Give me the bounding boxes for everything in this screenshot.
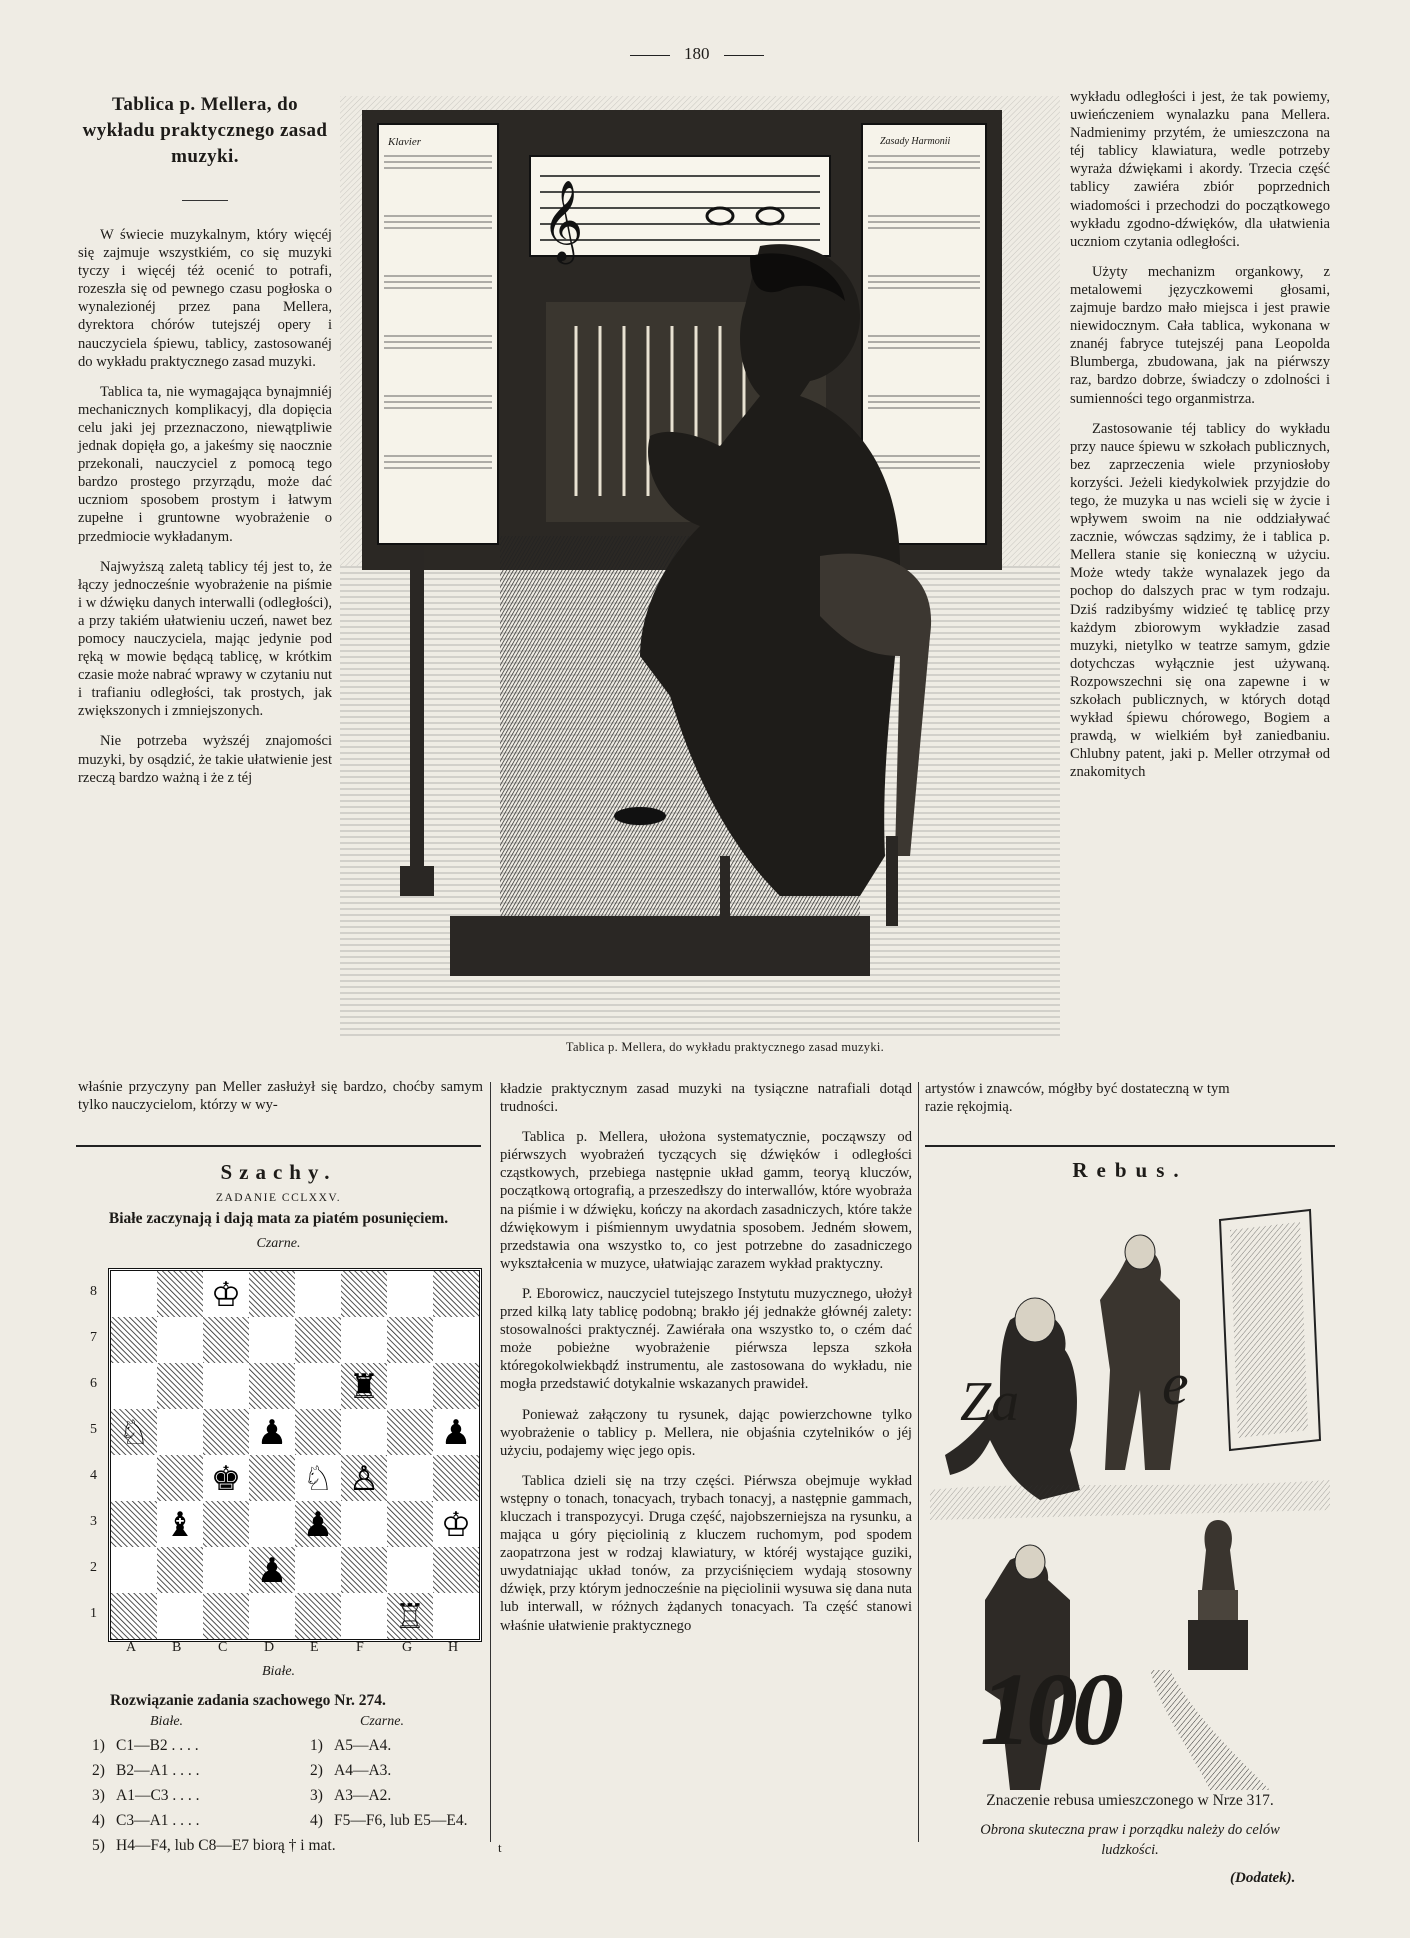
chess-square <box>249 1271 295 1317</box>
move-row <box>92 1761 488 1786</box>
move-row <box>92 1836 488 1861</box>
rank-label: 6 <box>90 1376 97 1391</box>
move-number: 4) <box>92 1812 105 1829</box>
black-rook-piece-f6: ♜ <box>348 1367 380 1407</box>
solution-col-white: Białe. <box>150 1714 184 1729</box>
move-white: C3—A1 . . . . <box>116 1812 200 1829</box>
chess-white-label: Białe. <box>262 1664 296 1679</box>
chess-solution-heading: Rozwiązanie zadania szachowego Nr. 274. <box>110 1692 386 1709</box>
black-pawn-piece-d5: ♟ <box>256 1413 288 1453</box>
chess-square <box>249 1363 295 1409</box>
move-black: A5—A4. <box>334 1737 392 1754</box>
chess-squares <box>111 1271 479 1639</box>
chess-problem-label: ZADANIE CCLXXV. <box>215 1192 342 1204</box>
panel-right-label: Zasady Harmonii <box>880 136 951 147</box>
rebus-heading: Rebus. <box>1072 1158 1188 1182</box>
right-tail-a: artystów i znawców, mógłby być dostateczną w tym <box>925 1081 1230 1097</box>
file-label: C <box>218 1640 228 1655</box>
white-king-piece-c8: ♔ <box>210 1275 242 1315</box>
move-row <box>92 1786 488 1811</box>
chess-square <box>249 1455 295 1501</box>
chess-square <box>203 1317 249 1363</box>
right-tail-b: razie rękojmią. <box>925 1099 1013 1115</box>
middle-paragraph: P. Eborowicz, nauczyciel tutejszego Instytutu muzycznego, ułożył przed kilką laty tablicę podobną; brakło jéj jednakże głównéj zalety: stosowalności praktycznéj. Zawiérała ona wszystko to, o czém dać może pobieżne wyobrażenie piérwsza lepsza szkoła któregokolwiekbądź instrumentu, ale zastosowana do wykładu, nie mogła przedstawić dotykalnie wskazanych prawideł. <box>500 1285 912 1393</box>
move-number-black: 4) <box>310 1812 323 1829</box>
rank-label: 1 <box>90 1606 97 1621</box>
black-bishop-piece-b3: ♝ <box>164 1505 196 1545</box>
chess-square <box>111 1271 157 1317</box>
move-number: 2) <box>92 1762 105 1779</box>
middle-paragraph: Tablica p. Mellera, ułożona systematycznie, począwszy od piérwszych wyobrażeń tyczących się dźwięków i odległości cząstkowych, przebiega następnie układ gamm, teoryą kluczów, początkową ortografią, a przeszedłszy do interwallów, które wyobraża na piśmie i w dźwięku, kończy na akordach zasadniczych, które także dźwiękowym i piśmiennym uwydatnia sposobem. Jedném słowem, przedstawia ona wszystko to, co jest potrzebne do zasadniczego wykształcenia w muzyce, ułatwiając zarazem wykład praktyczny. <box>500 1129 912 1272</box>
white-king-piece-h3: ♔ <box>440 1505 472 1545</box>
chess-square <box>157 1317 203 1363</box>
chess-square <box>387 1363 433 1409</box>
middle-paragraph: Ponieważ załączony tu rysunek, dając powierzchowne tylko wyobrażenie o tablicy p. Mellera, nie objaśnia czytelników o jéj użyciu, podajemy więc jego opis. <box>500 1406 912 1459</box>
move-white: C1—B2 . . . . <box>116 1737 199 1754</box>
chess-square <box>111 1363 157 1409</box>
title-divider <box>182 200 228 201</box>
black-pawn-piece-h5: ♟ <box>440 1413 472 1453</box>
page-number-row <box>630 44 780 64</box>
chess-square <box>387 1501 433 1547</box>
black-pawn-piece-d2: ♟ <box>256 1551 288 1591</box>
chess-top-rule <box>76 1145 481 1147</box>
rebus-glyph-za: Za <box>960 1371 1020 1433</box>
file-label: E <box>310 1640 319 1655</box>
chess-square <box>203 1363 249 1409</box>
rank-label: 3 <box>90 1514 97 1529</box>
chess-square <box>249 1317 295 1363</box>
move-row <box>92 1736 488 1761</box>
rebus-addendum: (Dodatek). <box>1230 1870 1296 1886</box>
file-label: D <box>264 1640 275 1655</box>
chess-square <box>341 1317 387 1363</box>
chess-square <box>295 1271 341 1317</box>
chess-square <box>203 1409 249 1455</box>
file-label: A <box>126 1640 137 1655</box>
chess-square <box>433 1271 479 1317</box>
left-column-text <box>78 226 332 799</box>
right-paragraph: wykładu odległości i jest, że tak powiemy, uwieńczeniem wynalazku pana Mellera. Nadmienimy przytém, że umieszczona na téj tablicy klawiatura, wedle potrzeby wyraża dźwiękami i akordy. Trzecia część tablicy zawiéra zbiór poprzednich wiadomości i przechodzi do początkowego wykładu zgodno-dźwięków, dla ułatwienia uczniom czytania odległości. <box>1070 89 1330 250</box>
white-knight-piece-a5: ♘ <box>118 1413 150 1453</box>
column-divider-right <box>918 1082 919 1842</box>
move-white: B2—A1 . . . . <box>116 1762 200 1779</box>
illustration-caption: Tablica p. Mellera, do wykładu praktycznego zasad muzyki. <box>565 1040 885 1054</box>
left-paragraph: Nie potrzeba wyższéj znajomości muzyki, by osądzić, że takie ułatwienie jest rzeczą bardzo ważną i że z téj <box>78 733 332 786</box>
white-pawn-piece-f4: ♙ <box>348 1459 380 1499</box>
rebus-number: 100 <box>980 1652 1118 1767</box>
chess-square <box>203 1547 249 1593</box>
chess-square <box>387 1547 433 1593</box>
file-label: B <box>172 1640 182 1655</box>
chess-square <box>249 1593 295 1639</box>
chess-square <box>203 1593 249 1639</box>
chess-square <box>111 1501 157 1547</box>
chess-square <box>295 1409 341 1455</box>
illustration-teaching-board <box>340 96 1060 1036</box>
chess-square <box>295 1593 341 1639</box>
chess-square <box>157 1409 203 1455</box>
left-paragraph: Najwyższą zaletą tablicy téj jest to, że łączy jednocześnie wyobrażenie na piśmie i w dźwięku danych interwalli (odległości), a przy takiém ułatwieniu uczeń, nawet bez pomocy nauczyciela, mając jedynie pod ręką w mowie będącą tablicę, w krótkim czasie może nabrać wprawy w czytaniu nut i trafianiu odległości, tak prostych, jak zwiększonych i zmniejszonych. <box>78 558 332 720</box>
right-tail-a-start <box>925 1080 1230 1098</box>
article-title: Tablica p. Mellera, do wykładu praktycznego zasad muzyki. <box>82 94 328 167</box>
chess-square <box>295 1363 341 1409</box>
chess-square <box>341 1501 387 1547</box>
chess-square <box>387 1271 433 1317</box>
move-number-black: 1) <box>310 1737 323 1754</box>
chess-square <box>433 1547 479 1593</box>
move-number: 5) <box>92 1837 105 1854</box>
move-white: H4—F4, lub C8—E7 biorą † i mat. <box>116 1837 336 1854</box>
chess-board <box>108 1268 482 1642</box>
rank-label: 8 <box>90 1284 97 1299</box>
move-white: A1—C3 . . . . <box>116 1787 200 1804</box>
chess-square <box>295 1547 341 1593</box>
panel-left-label: Klavier <box>388 136 421 148</box>
move-black: A4—A3. <box>334 1762 392 1779</box>
right-paragraph: Użyty mechanizm organkowy, z metalowemi języczkowemi głosami, zajmuje bardzo mało miejsca i jest prawie niewidocznym. Cała tablica, wykonana w znanéj fabryce tutejszéj pana Leopolda Blumberga, zbudowana, jak na piérwszy raz, bardzo dobrze, świadczy o zdolności i sumienności tego organmistrza. <box>1070 263 1330 407</box>
chess-square <box>295 1317 341 1363</box>
file-label: F <box>356 1640 364 1655</box>
chess-square <box>341 1593 387 1639</box>
right-paragraph: Zastosowanie téj tablicy do wykładu przy nauce śpiewu w szkołach publicznych, bez zaprzeczenia wiele przyniosłoby korzyści. Jeżeli kiedykolwiek przyjdzie do tego, że muzyka u nas wcieli się w życie i wpływem swoim na nie oddziaływać zacznie, wówczas sądzimy, że i tablica p. Mellera stanie się konieczną w użyciu. Może wtedy także wynalazek jego da pochop do dalszych prac w tym rodzaju. Dziś radzibyśmy widzieć tę tablicę przy każdym zbiorowym wykładzie zasad muzyki, nietylko w teatrze samym, gdzie dotychczas wyłącznie jest używaną. Rozpowszechni się ona zapewne i w szkołach publicznych, w których dotąd wykład śpiewu chórowego, Bogiem a prawdą, w wielkiém był zaniedbaniu. Chlubny patent, jaki p. Meller otrzymał od znakomitych <box>1070 420 1330 781</box>
white-knight-piece-e4: ♘ <box>302 1459 334 1499</box>
rebus-meaning-label: Znaczenie rebusa umieszczonego w Nrze 317. <box>986 1792 1274 1809</box>
chess-square <box>111 1593 157 1639</box>
rebus-meaning-text: Obrona skuteczna praw i porządku należy do celów ludzkości. <box>980 1822 1280 1858</box>
rank-label: 2 <box>90 1560 97 1575</box>
rebus-illustration <box>930 1190 1330 1790</box>
chess-square <box>387 1455 433 1501</box>
move-black: F5—F6, lub E5—E4. <box>334 1812 468 1829</box>
move-number-black: 2) <box>310 1762 323 1779</box>
chess-square <box>111 1455 157 1501</box>
chess-square <box>387 1317 433 1363</box>
chess-instruction: Białe zaczynają i dają mata za piatém posunięciem. <box>108 1210 449 1227</box>
move-number: 3) <box>92 1787 105 1804</box>
solution-col-black: Czarne. <box>360 1714 404 1729</box>
middle-corner-letter: t <box>498 1840 502 1855</box>
chess-board-svg <box>111 1271 479 1639</box>
move-row <box>92 1811 488 1836</box>
chess-square <box>433 1593 479 1639</box>
chess-heading: Szachy. <box>220 1160 337 1184</box>
rank-label: 7 <box>90 1330 97 1345</box>
left-paragraph: Tablica ta, nie wymagająca bynajmniéj mechanicznych komplikacyj, dla dopięcia celu jaki jej przeznaczono, niewątpliwie jednak dopięła go, a jakeśmy się naocznie przekonali, nauczyciel z pomocą tego bardzo prostego przyrządu, może dać uczniom sposobem prostym i łatwym zupełne i gruntowne wyobrażenie o przedmiocie wykładanym. <box>78 383 332 545</box>
chess-square <box>433 1363 479 1409</box>
chess-square <box>157 1271 203 1317</box>
chess-square <box>433 1317 479 1363</box>
chess-square <box>111 1317 157 1363</box>
chess-square <box>157 1363 203 1409</box>
chess-square <box>249 1501 295 1547</box>
chess-square <box>433 1455 479 1501</box>
left-paragraph: W świecie muzykalnym, który więcéj się zajmuje wszystkiém, co się muzyki tyczy i więcéj téż ocenić to potrafi, rozeszła się od pewnego czasu pogłoska o wynalezionéj przez pana Mellera, dyrektora chórów tutejszéj opery i nauczyciela śpiewu, tablicy, zastosowanéj do wykładu praktycznego zasad muzyki. <box>78 227 332 370</box>
rebus-top-rule <box>925 1145 1335 1147</box>
column-divider-left <box>490 1082 491 1842</box>
chess-square <box>203 1501 249 1547</box>
file-label: G <box>402 1640 413 1655</box>
chess-black-label: Czarne. <box>256 1236 301 1251</box>
white-rook-piece-g1: ♖ <box>394 1597 426 1637</box>
move-black: A3—A2. <box>334 1787 392 1804</box>
right-column-text <box>1070 88 1330 793</box>
chess-square <box>341 1547 387 1593</box>
illustration-engraving <box>340 96 1060 1036</box>
left-wide-line: właśnie przyczyny pan Meller zasłużył się bardzo, choćby samym tylko nauczycielom, którzy w wy- <box>78 1079 483 1114</box>
svg-text:𝄞: 𝄞 <box>542 179 584 261</box>
rank-label: 5 <box>90 1422 97 1437</box>
rebus-glyph-e: e <box>1162 1351 1189 1417</box>
chess-square <box>341 1409 387 1455</box>
middle-paragraph: Tablica dzieli się na trzy części. Piérwsza obejmuje wykład wstępny o tonach, tonacyach, trybach tonacyj, a następnie gammach, kluczach i transpozycyi. Druga część, najobszerniejsza na rysunku, a mająca u góry pięciolinią z kluczem ruchomym, pod spodem zaopatrzona jest w rodzaj klawiatury, w któréj wystające guziki, uwydatniając układ tonów, za przyciśnięciem wydają stosowny dźwięk, przy którym jednocześnie na pięciolinii wysuwa się dana nuta lub interwall, w różnych żądanych tonacyach. Ta część stanowi właśnie ułatwienie praktycznego <box>500 1472 912 1634</box>
middle-paragraph: kładzie praktycznym zasad muzyki na tysiączne natrafiali dotąd trudności. <box>500 1081 912 1116</box>
chess-square <box>387 1409 433 1455</box>
move-number: 1) <box>92 1737 105 1754</box>
move-number-black: 3) <box>310 1787 323 1804</box>
rank-label: 4 <box>90 1468 97 1483</box>
black-pawn-piece-e3: ♟ <box>302 1505 334 1545</box>
page-number: 180 <box>684 44 710 63</box>
chess-file-labels <box>108 1640 476 1658</box>
middle-column-text <box>500 1080 912 1647</box>
black-king-piece-c4: ♚ <box>210 1459 242 1499</box>
chess-square <box>341 1271 387 1317</box>
chess-square <box>157 1593 203 1639</box>
file-label: H <box>448 1640 459 1655</box>
solution-moves <box>92 1736 488 1861</box>
chess-square <box>157 1547 203 1593</box>
chess-rank-labels <box>90 1270 104 1640</box>
chess-square <box>111 1547 157 1593</box>
chess-square <box>157 1455 203 1501</box>
